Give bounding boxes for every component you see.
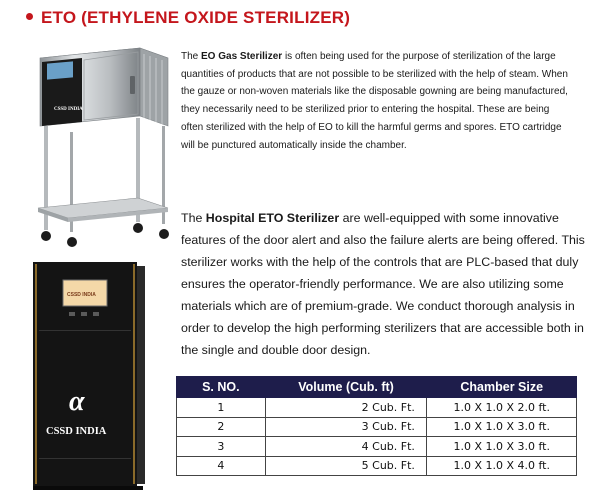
cell-volume: 5 Cub. Ft. [265, 456, 427, 476]
p1-rest: is often being used for the purpose of sterilization of the large quantities of products that are not possible to be sterilized with the help of steam. When the gauze or non-woven materials like the disposable gowning are being manufactured, they necessarily need to be sterilized prior to entering the hospital. These are being often sterilized with the help of EO to kill the harmful germs and spores. ETO cartridge will be punctured automatically inside the chamber. [181, 51, 568, 151]
cell-chamber-size: 1.0 X 1.0 X 4.0 ft. [427, 456, 577, 476]
cell-sno: 4 [177, 456, 266, 476]
bullet-icon [26, 13, 33, 20]
brand-label: CSSD INDIA [54, 107, 83, 112]
header-chamber-size: Chamber Size [427, 377, 577, 398]
table-row [177, 417, 577, 437]
p2-bold: Hospital ETO Sterilizer [205, 211, 340, 225]
cell-volume: 4 Cub. Ft. [265, 437, 427, 457]
cell-sno: 3 [177, 437, 266, 457]
table-row [177, 398, 577, 418]
screen-brand-label: CSSD INDIA [67, 292, 96, 298]
table-row [177, 437, 577, 457]
cell-volume: 2 Cub. Ft. [265, 398, 427, 418]
page-title-text: ETO (ETHYLENE OXIDE STERILIZER) [41, 8, 351, 27]
logo-icon: α [69, 386, 85, 417]
cell-sno: 2 [177, 417, 266, 437]
eto-sterilizer-trolley-image [20, 40, 175, 252]
header-sno: S. NO. [177, 377, 266, 398]
p2-lead: The [181, 211, 206, 225]
p2-rest: are well-equipped with some innovative features of the door alert and also the failure alerts are being offered. This sterilizer works with the help of the controls that are PLC-based that duly ensures the operator-friendly performance. We are also utilizing some materials which are of premium-grade. We conduct thorough analysis in order to develop the high performing sterilizers that are accessible both in the single and double door design. [181, 211, 585, 357]
specification-table [176, 376, 577, 476]
cell-volume: 3 Cub. Ft. [265, 417, 427, 437]
cell-chamber-size: 1.0 X 1.0 X 3.0 ft. [427, 417, 577, 437]
p1-lead: The [181, 51, 202, 62]
table-row [177, 456, 577, 476]
cell-chamber-size: 1.0 X 1.0 X 2.0 ft. [427, 398, 577, 418]
p1-bold: EO Gas Sterilizer [201, 51, 283, 62]
eo-gas-sterilizer-description [181, 48, 573, 154]
page-title [26, 8, 350, 28]
brand-logo-text: CSSD INDIA [46, 426, 107, 437]
table-header-row [177, 377, 577, 398]
hospital-eto-sterilizer-description [181, 207, 585, 361]
cell-sno: 1 [177, 398, 266, 418]
eto-sterilizer-cabinet-image [25, 258, 147, 492]
cell-chamber-size: 1.0 X 1.0 X 3.0 ft. [427, 437, 577, 457]
header-volume: Volume (Cub. ft) [265, 377, 427, 398]
